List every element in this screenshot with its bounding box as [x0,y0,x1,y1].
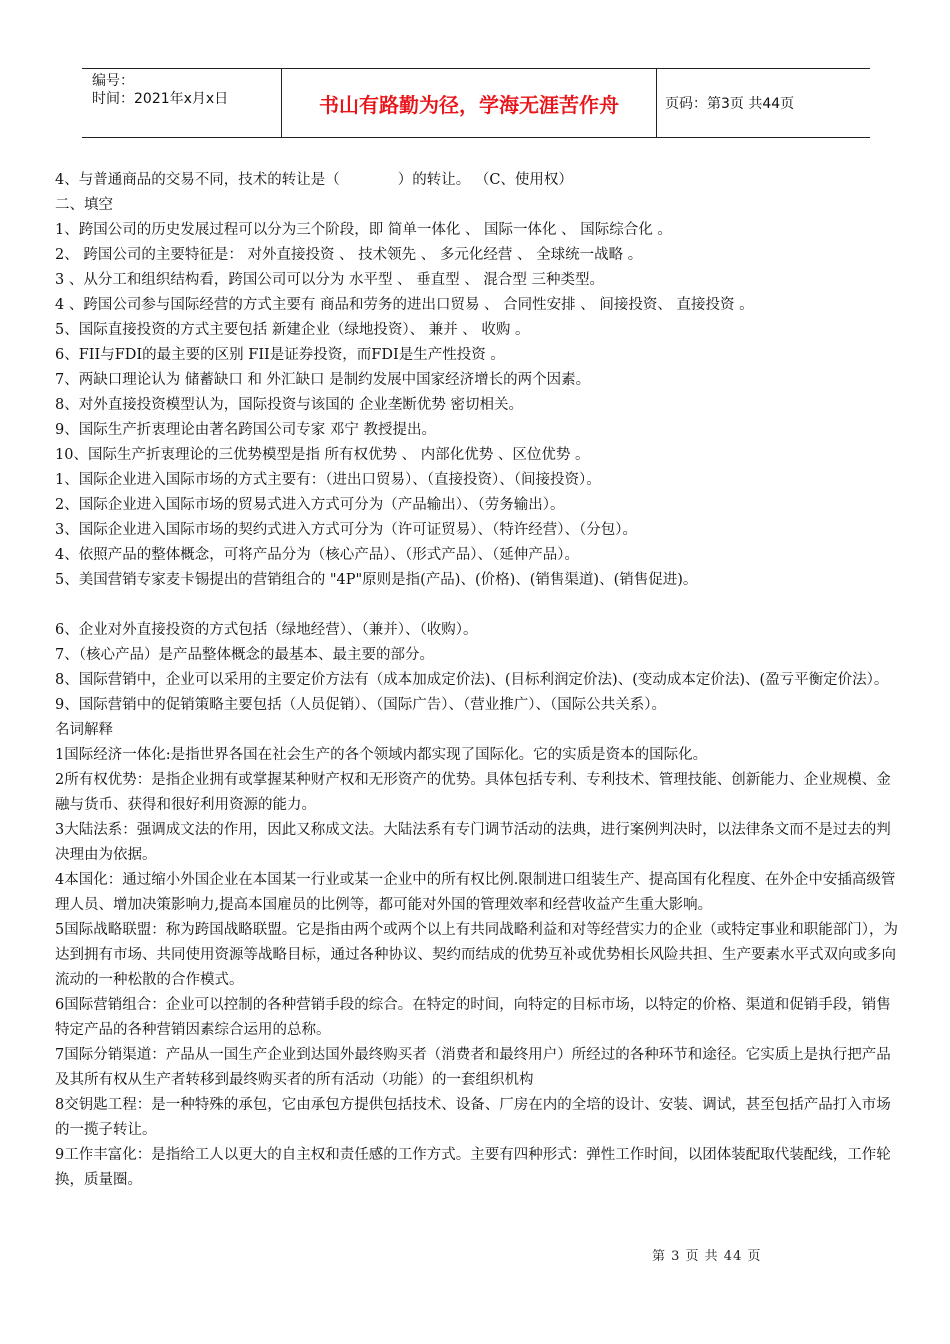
text-line: 3、国际企业进入国际市场的契约式进入方式可分为（许可证贸易）、（特许经营）、（分包）。 [55,522,637,538]
term-definition: 5国际战略联盟：称为跨国战略联盟。它是指由两个或两个以上有共同战略利益和对等经营实力的企业（或特定事业和职能部门），为达到拥有市场、共同使用资源等战略目标，通过各种协议、契约而结成的优势互补或优势相长风险共担、生产要素水平式双向或多向流动的一种松散的合作模式。 [55,922,898,988]
text-line: 4、与普通商品的交易不同，技术的转让是（ ）的转让。 （C、使用权） [55,172,573,188]
term-definition: 7国际分销渠道：产品从一国生产企业到达国外最终购买者（消费者和最终用户）所经过的各种环节和途径。它实质上是执行把产品及其所有权从生产者转移到最终购买者的所有活动（功能）的一套组织机构 [55,1047,891,1088]
text-line: 4 、跨国公司参与国际经营的方式主要有 商品和劳务的进出口贸易 、 合同性安排 、 间接投资、 直接投资 。 [55,297,754,313]
term-definition: 3大陆法系：强调成文法的作用，因此又称成文法。大陆法系有专门调节活动的法典，进行案例判决时，以法律条文而不是过去的判决理由为依据。 [55,822,891,863]
text-line: 2、国际企业进入国际市场的贸易式进入方式可分为（产品输出）、（劳务输出）。 [55,497,565,513]
text-line: 2、 跨国公司的主要特征是： 对外直接投资 、 技术领先 、 多元化经营 、 全球统一战略 。 [55,247,643,263]
text-line: 9、国际生产折衷理论由著名跨国公司专家 邓宁 教授提出。 [55,422,436,438]
header-motto: 书山有路勤为径，学海无涯苦作舟 [282,69,657,137]
header-meta [82,69,282,137]
text-line: 9、国际营销中的促销策略主要包括（人员促销）、（国际广告）、（营业推广）、（国际公共关系）。 [55,697,666,713]
text-line: 6、FII与FDI的最主要的区别 FII是证券投资，而FDI是生产性投资 。 [55,347,505,363]
text-line: 10、国际生产折衷理论的三优势模型是指 所有权优势 、 内部化优势 、区位优势 。 [55,447,590,463]
text-line: 7、（核心产品）是产品整体概念的最基本、最主要的部分。 [55,647,434,663]
document-time-label: 时间：2021年x月x日 [92,91,229,107]
text-line: 6、企业对外直接投资的方式包括（绿地经营）、（兼并）、（收购）。 [55,622,478,638]
blank-line [55,593,898,618]
text-line: 5、美国营销专家麦卡锡提出的营销组合的 "4P"原则是指(产品)、(价格)、(销售渠道)、(销售促进)。 [55,572,698,588]
document-body [55,168,898,1193]
term-definition: 4本国化：通过缩小外国企业在本国某一行业或某一企业中的所有权比例.限制进口组装生产、提高国有化程度、在外企中安插高级管理人员、增加决策影响力,提高本国雇员的比例等，都可能对外国的管理效率和经营收益产生重大影响。 [55,872,896,913]
page-header [82,68,870,138]
section-heading-terms: 名词解释 [55,722,113,738]
section-heading-fill-in: 二、填空 [55,197,113,213]
text-line: 8、对外直接投资模型认为，国际投资与该国的 企业垄断优势 密切相关。 [55,397,523,413]
text-line: 4、依照产品的整体概念，可将产品分为（核心产品）、（形式产品）、（延伸产品）。 [55,547,579,563]
text-line: 3 、从分工和组织结构看，跨国公司可以分为 水平型 、 垂直型 、 混合型 三种类型。 [55,272,604,288]
text-line: 1、跨国公司的历史发展过程可以分为三个阶段，即 简单一体化 、 国际一体化 、 国际综合化 。 [55,222,672,238]
text-line: 5、国际直接投资的方式主要包括 新建企业（绿地投资）、 兼并 、 收购 。 [55,322,530,338]
term-definition: 6国际营销组合：企业可以控制的各种营销手段的综合。在特定的时间，向特定的目标市场，以特定的价格、渠道和促销手段，销售特定产品的各种营销因素综合运用的总称。 [55,997,891,1038]
term-definition: 8交钥匙工程：是一种特殊的承包，它由承包方提供包括技术、设备、厂房在内的全培的设计、安装、调试，甚至包括产品打入市场的一揽子转让。 [55,1097,891,1138]
term-definition: 9工作丰富化：是指给工人以更大的自主权和责任感的工作方式。主要有四种形式：弹性工作时间，以团体装配取代装配线，工作轮换，质量圈。 [55,1147,891,1188]
text-line: 1、国际企业进入国际市场的方式主要有：（进出口贸易）、（直接投资）、（间接投资）。 [55,472,601,488]
term-definition: 1国际经济一体化:是指世界各国在社会生产的各个领域内都实现了国际化。它的实质是资本的国际化。 [55,747,708,763]
header-page-label: 页码：第3页 共44页 [665,96,795,112]
term-definition: 2所有权优势：是指企业拥有或掌握某种财产权和无形资产的优势。具体包括专利、专利技术、管理技能、创新能力、企业规模、金融与货币、获得和很好利用资源的能力。 [55,772,891,813]
text-line: 7、两缺口理论认为 储蓄缺口 和 外汇缺口 是制约发展中国家经济增长的两个因素。 [55,372,591,388]
text-line: 8、国际营销中，企业可以采用的主要定价方法有（成本加成定价法)、(目标利润定价法)、(变动成本定价法)、(盈亏平衡定价法）。 [55,672,889,688]
page-footer: 第 3 页 共 44 页 [652,1249,762,1264]
document-number-label: 编号： [92,73,134,89]
